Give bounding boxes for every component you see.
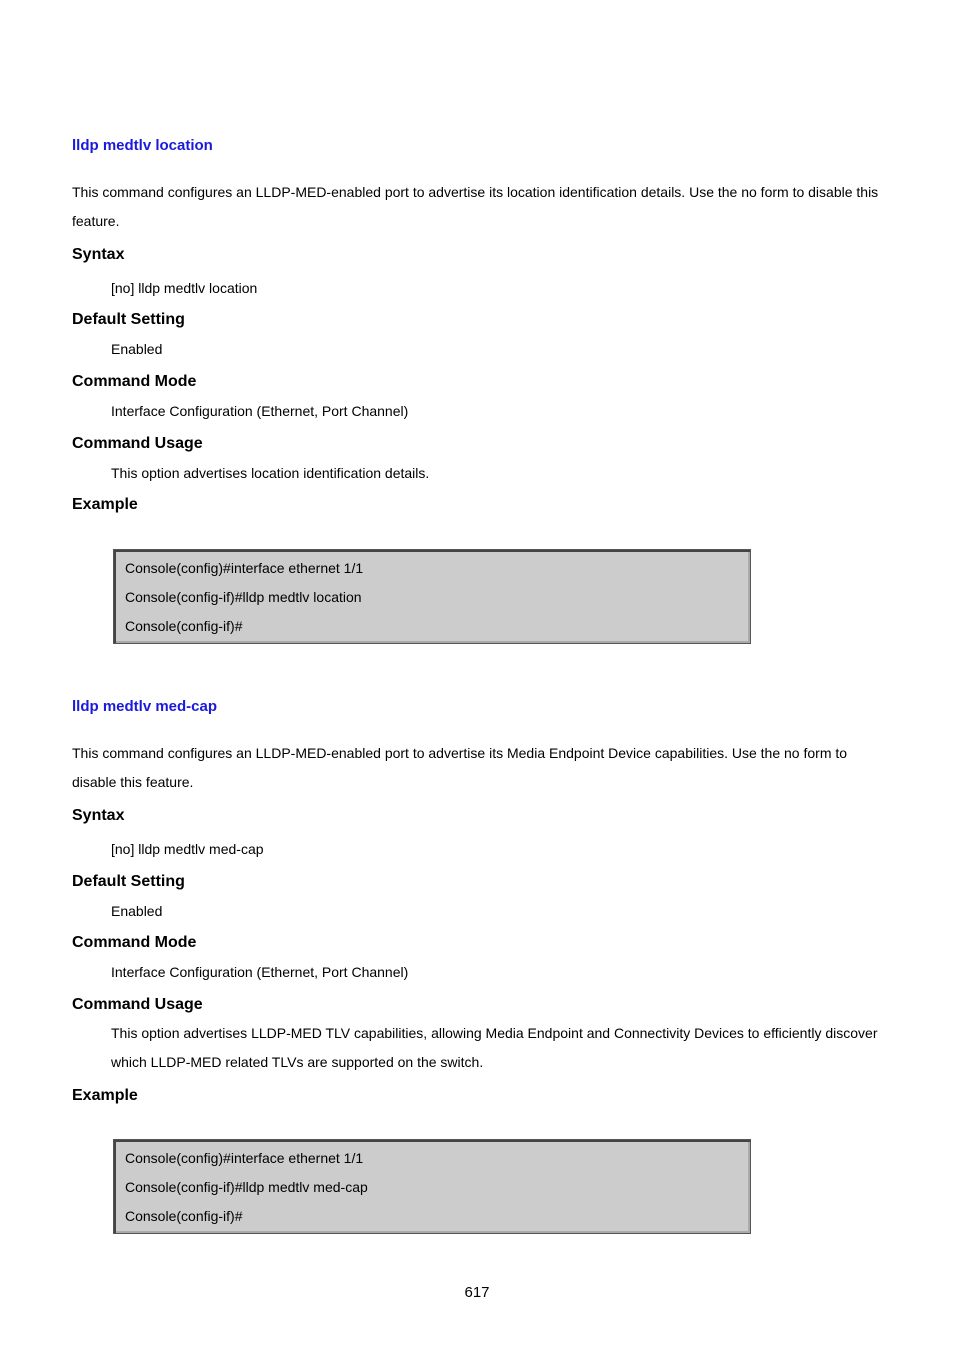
syntax-heading: Syntax xyxy=(72,246,125,263)
section-title: lldp medtlv med-cap xyxy=(72,698,218,715)
section-description: This command configures an LLDP-MED-enabled port to advertise its Media Endpoint Device capabilities. Use the no form to disable this feature. xyxy=(72,745,848,790)
console-line: Console(config-if)#lldp medtlv location xyxy=(125,589,362,605)
default-heading: Default Setting xyxy=(72,873,185,890)
default-heading: Default Setting xyxy=(72,311,185,328)
default-text: Enabled xyxy=(111,903,163,919)
console-line: Console(config)#interface ethernet 1/1 xyxy=(125,560,364,576)
console-line: Console(config)#interface ethernet 1/1 xyxy=(125,1150,364,1166)
usage-heading: Command Usage xyxy=(72,435,203,452)
section-title: lldp medtlv location xyxy=(72,137,213,154)
console-example xyxy=(113,549,751,644)
example-heading: Example xyxy=(72,1087,138,1104)
console-line: Console(config-if)# xyxy=(125,1208,243,1224)
syntax-text: [no] lldp medtlv location xyxy=(111,280,258,296)
mode-text: Interface Configuration (Ethernet, Port Channel) xyxy=(111,964,409,980)
syntax-heading: Syntax xyxy=(72,807,125,824)
mode-heading: Command Mode xyxy=(72,373,197,390)
console-line: Console(config-if)#lldp medtlv med-cap xyxy=(125,1179,368,1195)
usage-text: This option advertises location identification details. xyxy=(111,465,430,481)
page-number: 617 xyxy=(464,1284,490,1301)
default-text: Enabled xyxy=(111,341,163,357)
mode-text: Interface Configuration (Ethernet, Port Channel) xyxy=(111,403,409,419)
mode-heading: Command Mode xyxy=(72,934,197,951)
example-heading: Example xyxy=(72,496,138,513)
console-line: Console(config-if)# xyxy=(125,618,243,634)
syntax-text: [no] lldp medtlv med-cap xyxy=(111,841,264,857)
usage-heading: Command Usage xyxy=(72,996,203,1013)
console-example xyxy=(113,1139,751,1234)
usage-text: This option advertises LLDP-MED TLV capabilities, allowing Media Endpoint and Connectivity Devices to efficiently discover which LLDP-MED related TLVs are supported on the switch. xyxy=(111,1025,878,1070)
section-description: This command configures an LLDP-MED-enabled port to advertise its location identification details. Use the no form to disable this feature. xyxy=(72,184,879,229)
